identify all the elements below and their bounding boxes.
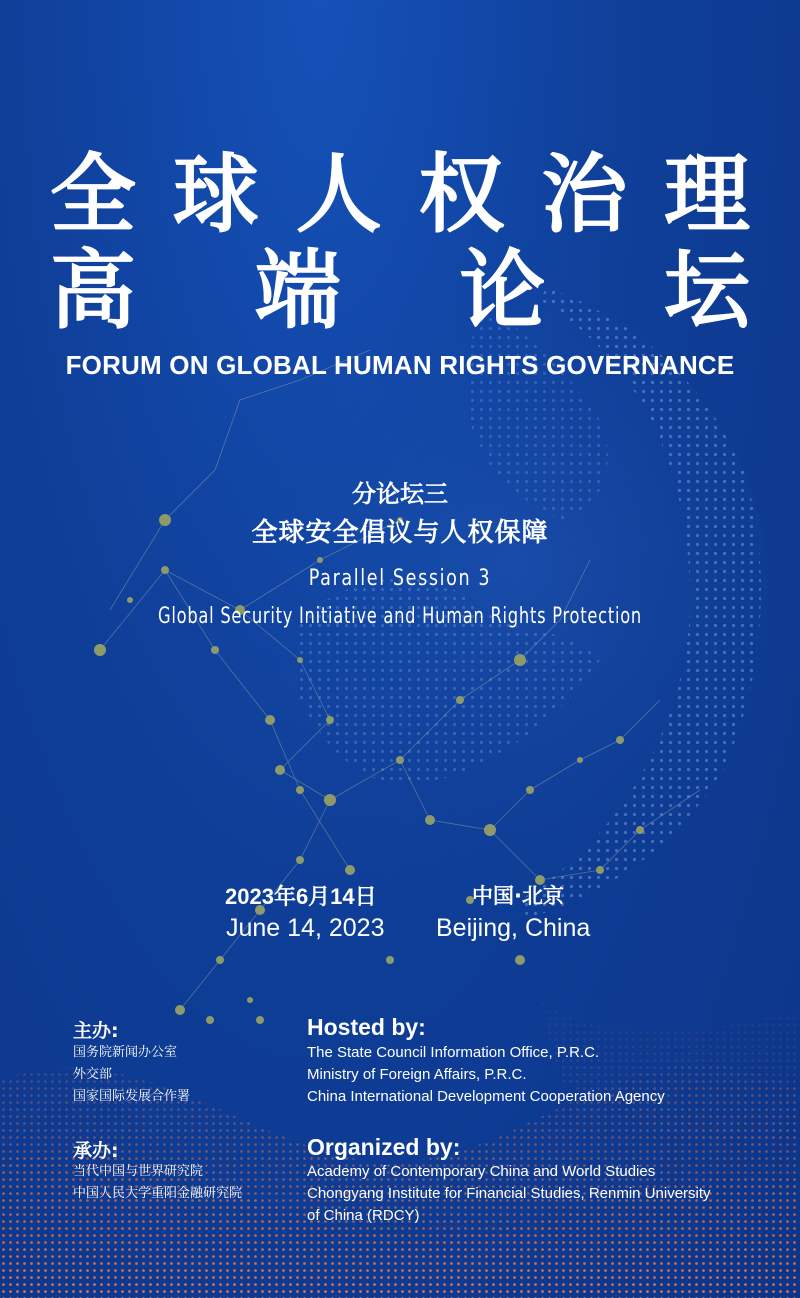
list-item: Ministry of Foreign Affairs, P.R.C. <box>307 1066 527 1083</box>
title-char: 权 <box>418 145 505 245</box>
title-char: 人 <box>295 145 382 245</box>
list-item: The State Council Information Office, P.R.C. <box>307 1044 600 1061</box>
title-en: FORUM ON GLOBAL HUMAN RIGHTS GOVERNANCE <box>65 350 735 380</box>
title-cn-line1 <box>40 145 760 245</box>
session-label-en: Parallel Session 3 <box>308 566 492 591</box>
event-place-en: Beijing, China <box>436 914 591 942</box>
session-label-cn: 分论坛三 <box>352 480 448 508</box>
hosted-heading-cn: 主办: <box>73 1020 119 1042</box>
title-char: 理 <box>663 145 750 245</box>
title-char: 球 <box>172 145 259 245</box>
title-char: 端 <box>254 241 341 341</box>
hosted-list-cn <box>73 1042 190 1108</box>
list-item: 国务院新闻办公室 <box>73 1045 178 1060</box>
list-item: Academy of Contemporary China and World Studies <box>307 1163 656 1180</box>
event-date-en: June 14, 2023 <box>226 914 385 942</box>
session-title-cn: 全球安全倡议与人权保障 <box>251 518 549 548</box>
title-cn-line2 <box>40 241 760 341</box>
organized-list-cn <box>73 1161 242 1205</box>
title-char: 全 <box>50 145 136 245</box>
event-date-cn: 2023年6月14日 <box>225 884 377 909</box>
list-item: of China (RDCY) <box>307 1207 420 1224</box>
title-char: 坛 <box>663 241 750 341</box>
title-char: 论 <box>459 241 546 341</box>
organized-heading-en: Organized by: <box>307 1134 461 1160</box>
organized-list-en <box>307 1161 792 1227</box>
event-place-cn: 中国·北京 <box>472 884 564 908</box>
session-title-en: Global Security Initiative and Human Rights Protection <box>158 604 642 629</box>
list-item: 外交部 <box>73 1067 113 1082</box>
list-item: Chongyang Institute for Financial Studies, Renmin University <box>307 1185 711 1202</box>
title-char: 高 <box>50 241 136 341</box>
title-char: 治 <box>541 145 628 245</box>
hosted-list-en <box>307 1042 792 1108</box>
list-item: 当代中国与世界研究院 <box>73 1164 204 1179</box>
hosted-heading-en: Hosted by: <box>307 1014 426 1040</box>
list-item: 国家国际发展合作署 <box>73 1089 191 1104</box>
list-item: 中国人民大学重阳金融研究院 <box>73 1186 243 1201</box>
list-item: China International Development Cooperation Agency <box>307 1088 665 1105</box>
organized-heading-cn: 承办: <box>73 1140 119 1162</box>
